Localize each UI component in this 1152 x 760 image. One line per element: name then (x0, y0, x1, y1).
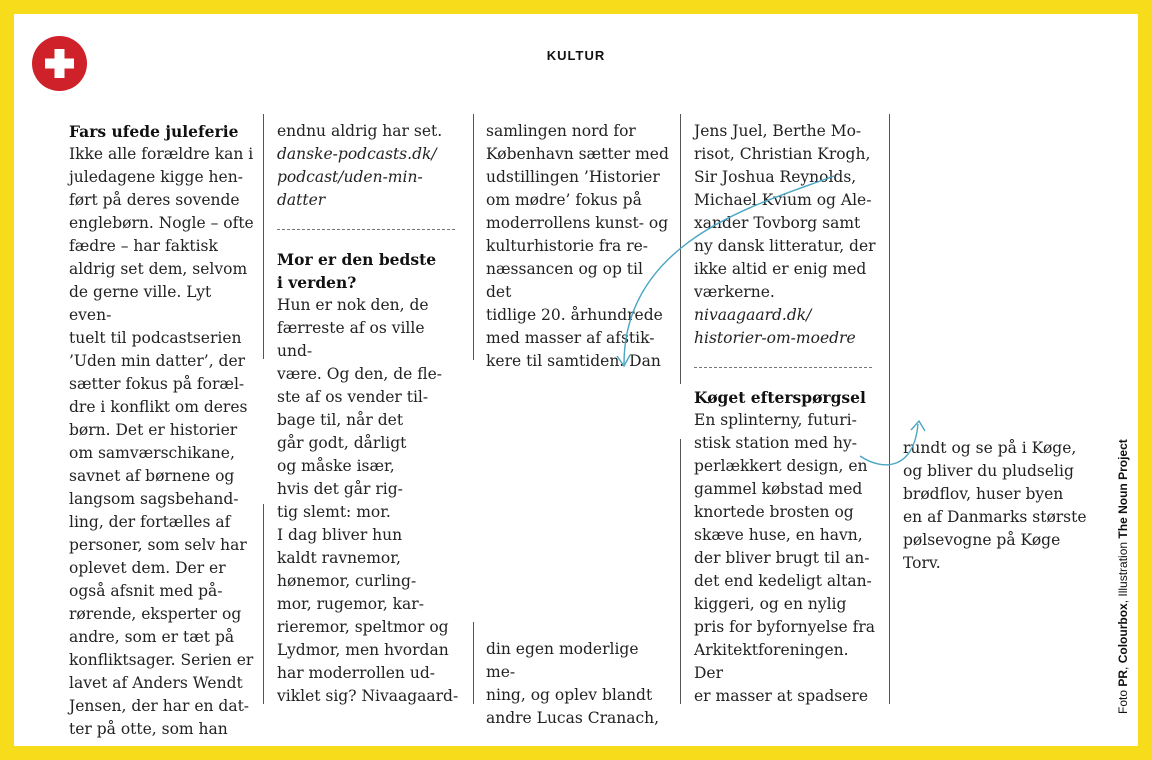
text-line: bage til, når det (277, 411, 404, 429)
text-line: kaldt ravnemor, (277, 549, 401, 567)
text-line: Jens Juel, Berthe Mo- (694, 122, 862, 140)
text-line: andre, som er tæt på (69, 628, 235, 646)
text-line: rieremor, speltmor og (277, 618, 449, 636)
text-line: rundt og se på i Køge, (903, 439, 1077, 457)
text-line: kiggeri, og en nylig (694, 595, 847, 613)
text-line: ling, der fortælles af (69, 513, 231, 531)
text-line: aldrig set dem, selvom (69, 260, 248, 278)
nivaagaard-link: historier-om-moedre (694, 329, 856, 347)
podcast-link: datter (277, 191, 326, 209)
text-line: færreste af os ville und- (277, 319, 425, 360)
text-line: konfliktsager. Serien er (69, 651, 254, 669)
text-line: pølsevogne på Køge (903, 531, 1061, 549)
text-line: ført på deres sovende (69, 191, 240, 209)
text-line: perlækkert design, en (694, 457, 868, 475)
text-line: og måske især, (277, 457, 395, 475)
text-line: være. Og den, de fle- (277, 365, 443, 383)
text-line: xander Tovborg samt (694, 214, 861, 232)
text-line: med masser af afstik- (486, 329, 655, 347)
credit-colourbox: Colourbox (1116, 603, 1130, 664)
text-line: juledagene kigge hen- (69, 168, 243, 186)
text-line: Sir Joshua Reynolds, (694, 168, 857, 186)
text-line: dre i konflikt om deres (69, 398, 248, 416)
text-line: viklet sig? Nivaagaard- (277, 687, 459, 705)
text-line: skæve huse, en havn, (694, 526, 863, 544)
text-line: tuelt til podcastserien (69, 329, 242, 347)
text-line: børn. Det er historier (69, 421, 238, 439)
text-line: også afsnit med på- (69, 582, 223, 600)
article-heading: Køget efterspørgsel (694, 388, 866, 407)
nivaagaard-link: nivaagaard.dk/ (694, 306, 812, 324)
article-heading: Mor er den bedste (277, 250, 437, 269)
section-label: KULTUR (546, 48, 606, 63)
text-line: og bliver du pludselig (903, 462, 1074, 480)
text-line: hønemor, curling- (277, 572, 417, 590)
credit-pr: PR (1116, 669, 1130, 687)
text-line: samlingen nord for (486, 122, 636, 140)
text-line: endnu aldrig har set. (277, 122, 443, 140)
text-line: englebørn. Nogle – ofte (69, 214, 254, 232)
text-line: pris for byfornyelse fra (694, 618, 876, 636)
text-line: ter på otte, som han (69, 720, 228, 738)
text-line: kulturhistorie fra re- (486, 237, 649, 255)
text-line: ikke altid er enig med (694, 260, 867, 278)
credit-noun-project: The Noun Project (1116, 439, 1130, 539)
text-line: oplevet dem. Der er (69, 559, 226, 577)
text-line: Jensen, der har en dat- (69, 697, 250, 715)
text-line: brødflov, huser byen (903, 485, 1064, 503)
text-line: ’Uden min datter’, der (69, 352, 246, 370)
text-line: Michael Kvium og Ale- (694, 191, 872, 209)
article-heading: i verden? (277, 273, 357, 292)
text-line: En splinterny, futuri- (694, 411, 857, 429)
text-line: hvis det går rig- (277, 480, 403, 498)
text-line: går godt, dårligt (277, 434, 407, 452)
text-line: ste af os vender til- (277, 388, 429, 406)
text-line: moderrollens kunst- og (486, 214, 669, 232)
text-line: Hun er nok den, de (277, 296, 429, 314)
curved-arrow-icon (624, 176, 834, 364)
text-line: mor, rugemor, kar- (277, 595, 424, 613)
text-line: tig slemt: mor. (277, 503, 391, 521)
text-line: personer, som selv har (69, 536, 247, 554)
text-line: kere til samtiden. Dan (486, 352, 661, 370)
text-line: risot, Christian Krogh, (694, 145, 871, 163)
text-line: det end kedeligt altan- (694, 572, 872, 590)
text-line: Arkitektforeningen. Der (694, 641, 849, 682)
text-line: de gerne ville. Lyt even- (69, 283, 212, 324)
text-line: knortede brosten og (694, 503, 854, 521)
magazine-page (14, 14, 1138, 746)
text-line: ny dansk litteratur, der (694, 237, 876, 255)
text-line: har moderrollen ud- (277, 664, 435, 682)
text-line: der bliver brugt til an- (694, 549, 870, 567)
podcast-link: podcast/uden-min- (277, 168, 423, 186)
photo-credit (1116, 439, 1130, 714)
credit-illustration: , Illustration (1116, 538, 1130, 604)
text-line: er masser at spadsere (694, 687, 869, 705)
text-line: ning, og oplev blandt (486, 686, 653, 704)
article-heading: Fars ufede juleferie (69, 122, 239, 141)
text-line: lavet af Anders Wendt (69, 674, 243, 692)
text-line: værkerne. (694, 283, 775, 301)
text-line: din egen moderlige me- (486, 640, 639, 681)
text-line: Lydmor, men hvordan (277, 641, 449, 659)
credit-prefix: Foto (1116, 686, 1130, 714)
text-line: tidlige 20. århundrede (486, 306, 663, 324)
text-line: fædre – har faktisk (69, 237, 218, 255)
text-line: andre Lucas Cranach, (486, 709, 660, 727)
podcast-link: danske-podcasts.dk/ (277, 145, 437, 163)
curved-arrow-icon (860, 424, 918, 465)
text-line: udstillingen ’Historier (486, 168, 660, 186)
text-line: om mødre’ fokus på (486, 191, 642, 209)
text-line: savnet af børnene og (69, 467, 235, 485)
text-line: gammel købstad med (694, 480, 863, 498)
text-line: København sætter med (486, 145, 669, 163)
text-line: om samværschikane, (69, 444, 235, 462)
text-line: sætter fokus på foræl- (69, 375, 245, 393)
text-line: Torv. (903, 554, 941, 572)
text-line: næssancen og op til det (486, 260, 643, 301)
text-line: en af Danmarks største (903, 508, 1087, 526)
continuation-arrows (14, 14, 1138, 746)
text-line: rørende, eksperter og (69, 605, 242, 623)
text-line: langsom sagsbehand- (69, 490, 239, 508)
text-line: I dag bliver hun (277, 526, 403, 544)
credit-separator: , (1116, 663, 1130, 670)
text-line: Ikke alle forældre kan i (69, 145, 254, 163)
text-line: stisk station med hy- (694, 434, 857, 452)
